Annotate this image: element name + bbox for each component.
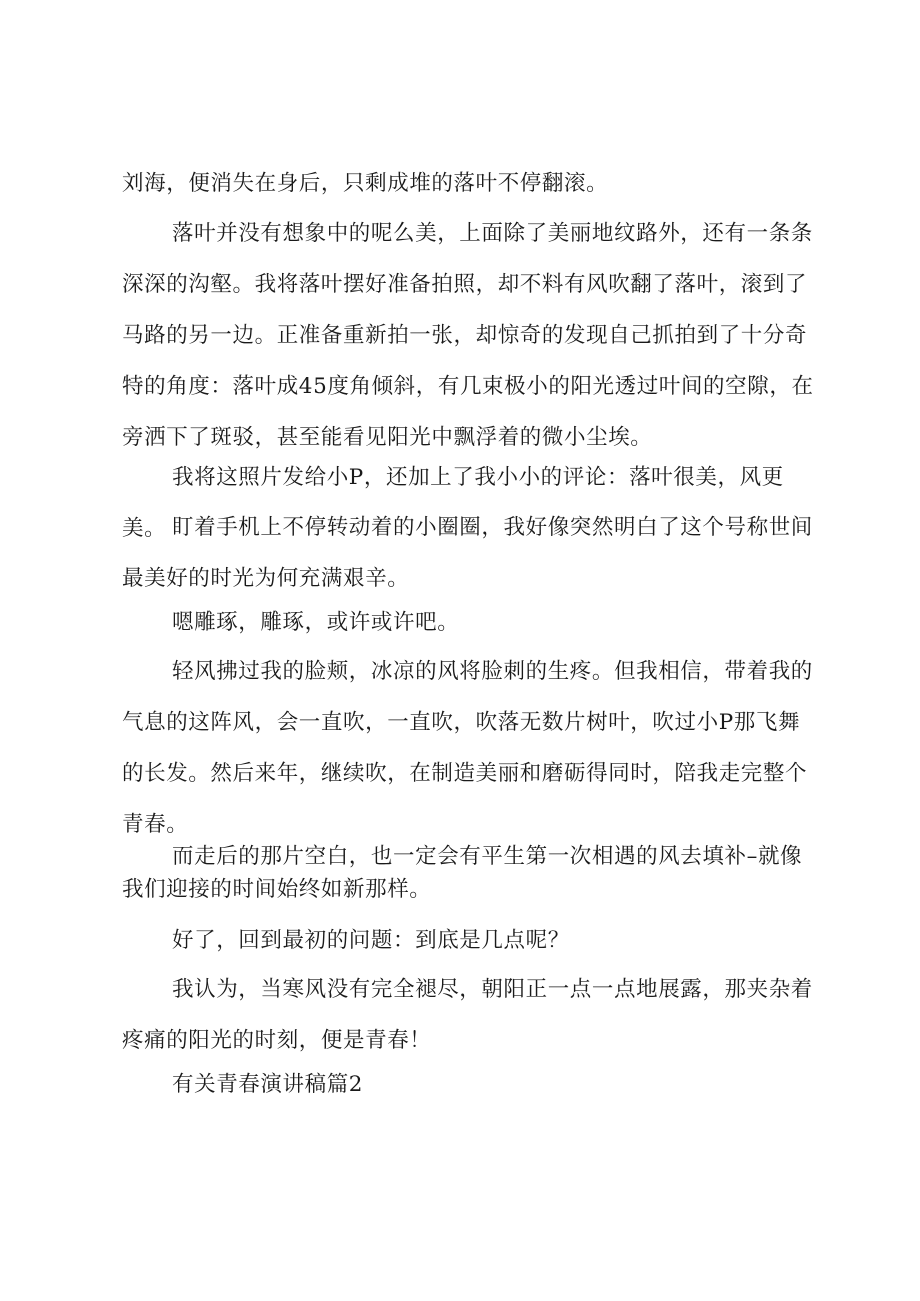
paragraph-9: 我认为，当寒风没有完全褪尽，朝阳正一点一点地展露，那夹杂着疼痛的阳光的时刻，便是青春！ (122, 977, 813, 1053)
paragraph-3: 我将这照片发给小P，还加上了我小小的评论：落叶很美，风更美。 (122, 465, 784, 541)
paragraph-7: 而走后的那片空白，也一定会有平生第一次相遇的风去填补–就像我们迎接的时间始终如新那样。 (122, 844, 803, 902)
paragraph-2: 落叶并没有想象中的呢么美，上面除了美丽地纹路外，还有一条条深深的沟壑。我将落叶摆好准备拍照，却不料有风吹翻了落叶，滚到了马路的另一边。正准备重新拍一张，却惊奇的发现自己抓拍到了十分奇特的角度：落叶成45度角倾斜，有几束极小的阳光透过叶间的空隙，在旁洒下了斑驳，甚至能看见阳光中飘浮着的微小尘埃。 (122, 221, 814, 450)
section-heading: 有关青春演讲稿篇2 (172, 1072, 364, 1097)
paragraph-6: 轻风拂过我的脸颊，冰凉的风将脸刺的生疼。但我相信，带着我的气息的这阵风，会一直吹，一直吹，吹落无数片树叶，吹过小P那飞舞的长发。然后来年，继续吹，在制造美丽和磨砺得同时，陪我走完整个青春。 (122, 659, 813, 837)
paragraph-5: 嗯雕琢，雕琢，或许或许吧。 (172, 610, 460, 635)
paragraph-4: 盯着手机上不停转动着的小圈圈，我好像突然明白了这个号称世间最美好的时光为何充满艰辛。 (122, 515, 813, 591)
paragraph-8: 好了，回到最初的问题：到底是几点呢？ (172, 928, 570, 953)
paragraph-1: 刘海，便消失在身后，只剩成堆的落叶不停翻滚。 (122, 171, 609, 196)
